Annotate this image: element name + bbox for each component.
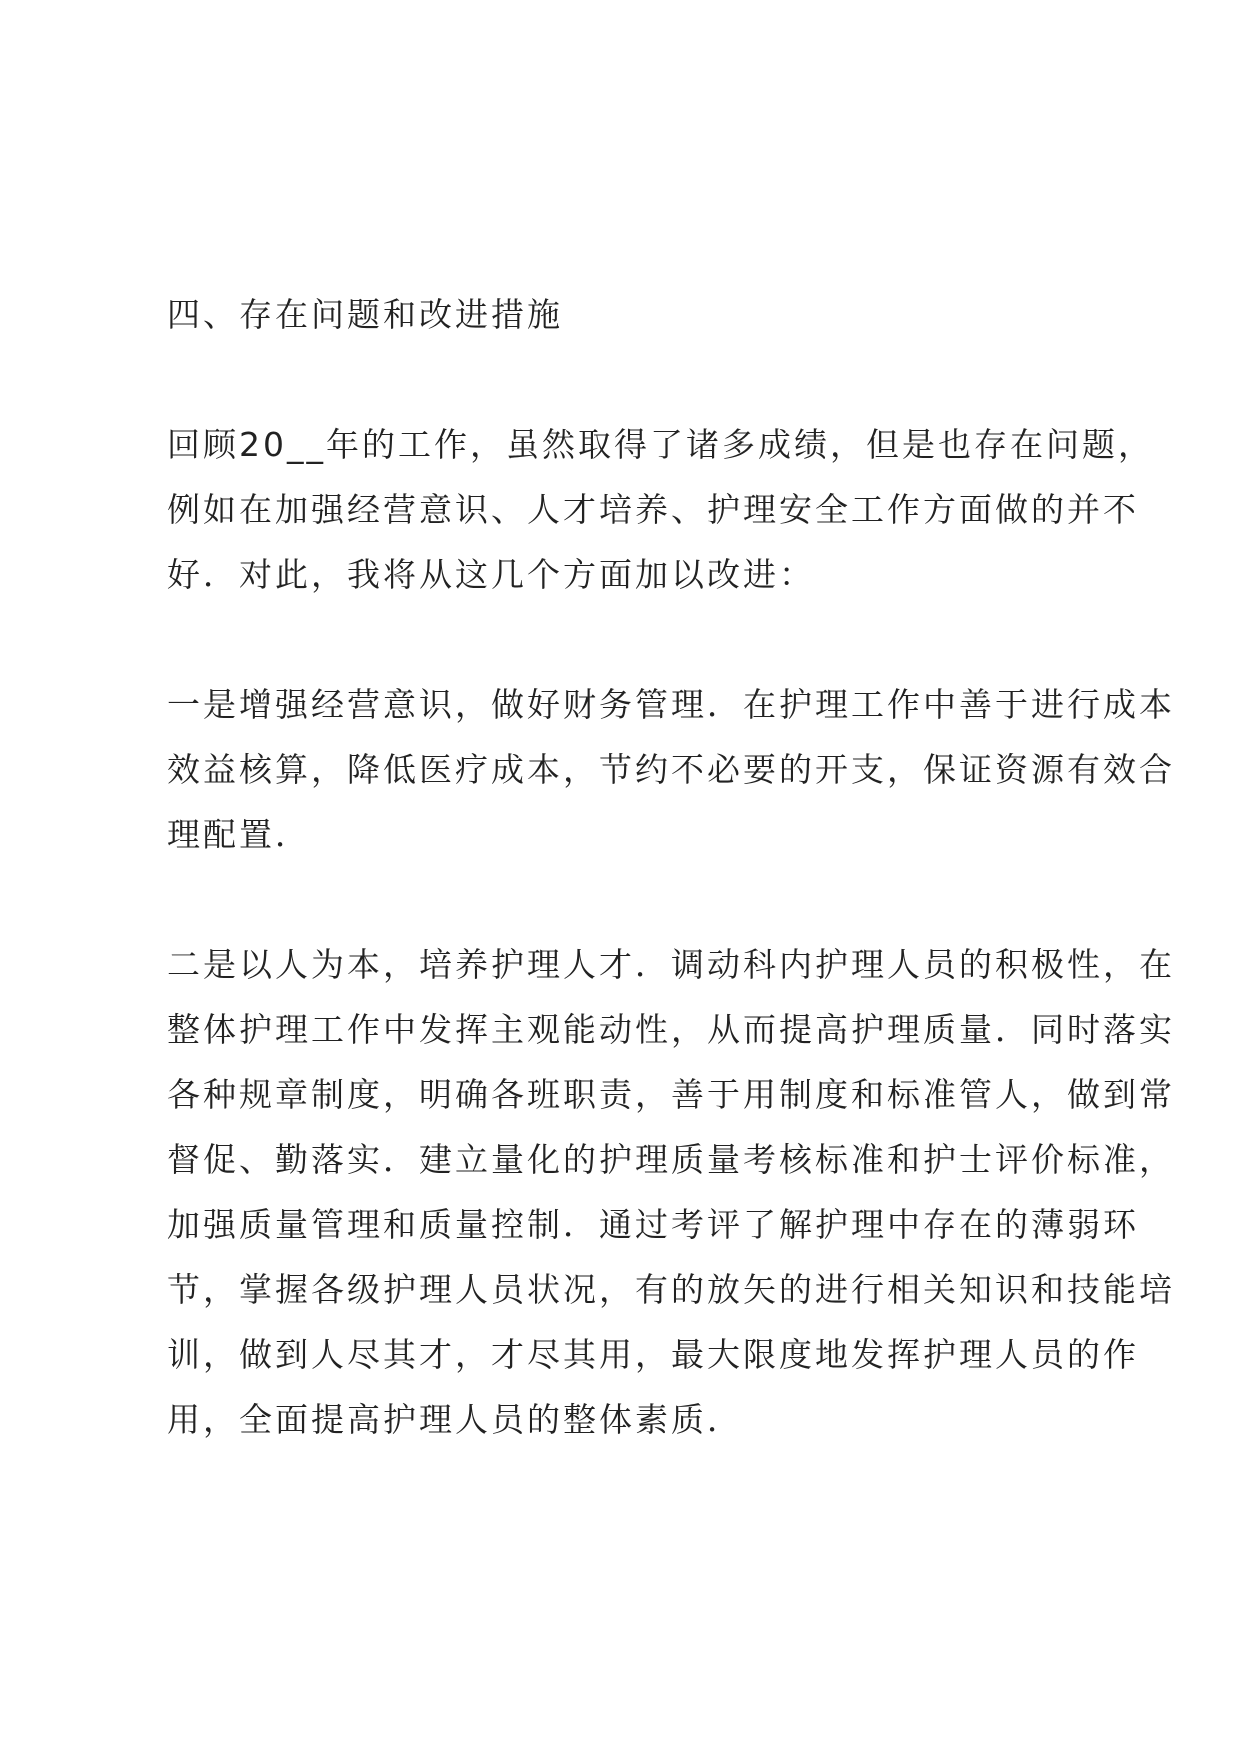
paragraph-line: 整体护理工作中发挥主观能动性，从而提高护理质量．同时落实: [167, 1010, 1175, 1049]
paragraph-line: 好．对此，我将从这几个方面加以改进：: [167, 555, 815, 594]
paragraph-line: 效益核算，降低医疗成本，节约不必要的开支，保证资源有效合: [167, 750, 1175, 789]
paragraph-line: 节，掌握各级护理人员状况，有的放矢的进行相关知识和技能培: [167, 1270, 1175, 1309]
paragraph-line: 二是以人为本，培养护理人才．调动科内护理人员的积极性，在: [167, 945, 1175, 984]
paragraph-line: 训，做到人尽其才，才尽其用，最大限度地发挥护理人员的作: [167, 1335, 1139, 1374]
paragraph-line: 一是增强经营意识，做好财务管理．在护理工作中善于进行成本: [167, 685, 1175, 724]
paragraph-line: 理配置．: [167, 815, 311, 854]
section-heading: 四、存在问题和改进措施: [167, 295, 563, 334]
paragraph-line: 例如在加强经营意识、人才培养、护理安全工作方面做的并不: [167, 490, 1139, 529]
paragraph-line: 回顾20__年的工作，虽然取得了诸多成绩，但是也存在问题，: [167, 425, 1154, 464]
paragraph-line: 用，全面提高护理人员的整体素质．: [167, 1400, 743, 1439]
paragraph-line: 加强质量管理和质量控制．通过考评了解护理中存在的薄弱环: [167, 1205, 1139, 1244]
paragraph-line: 督促、勤落实．建立量化的护理质量考核标准和护士评价标准，: [167, 1140, 1175, 1179]
paragraph-line: 各种规章制度，明确各班职责，善于用制度和标准管人，做到常: [167, 1075, 1175, 1114]
